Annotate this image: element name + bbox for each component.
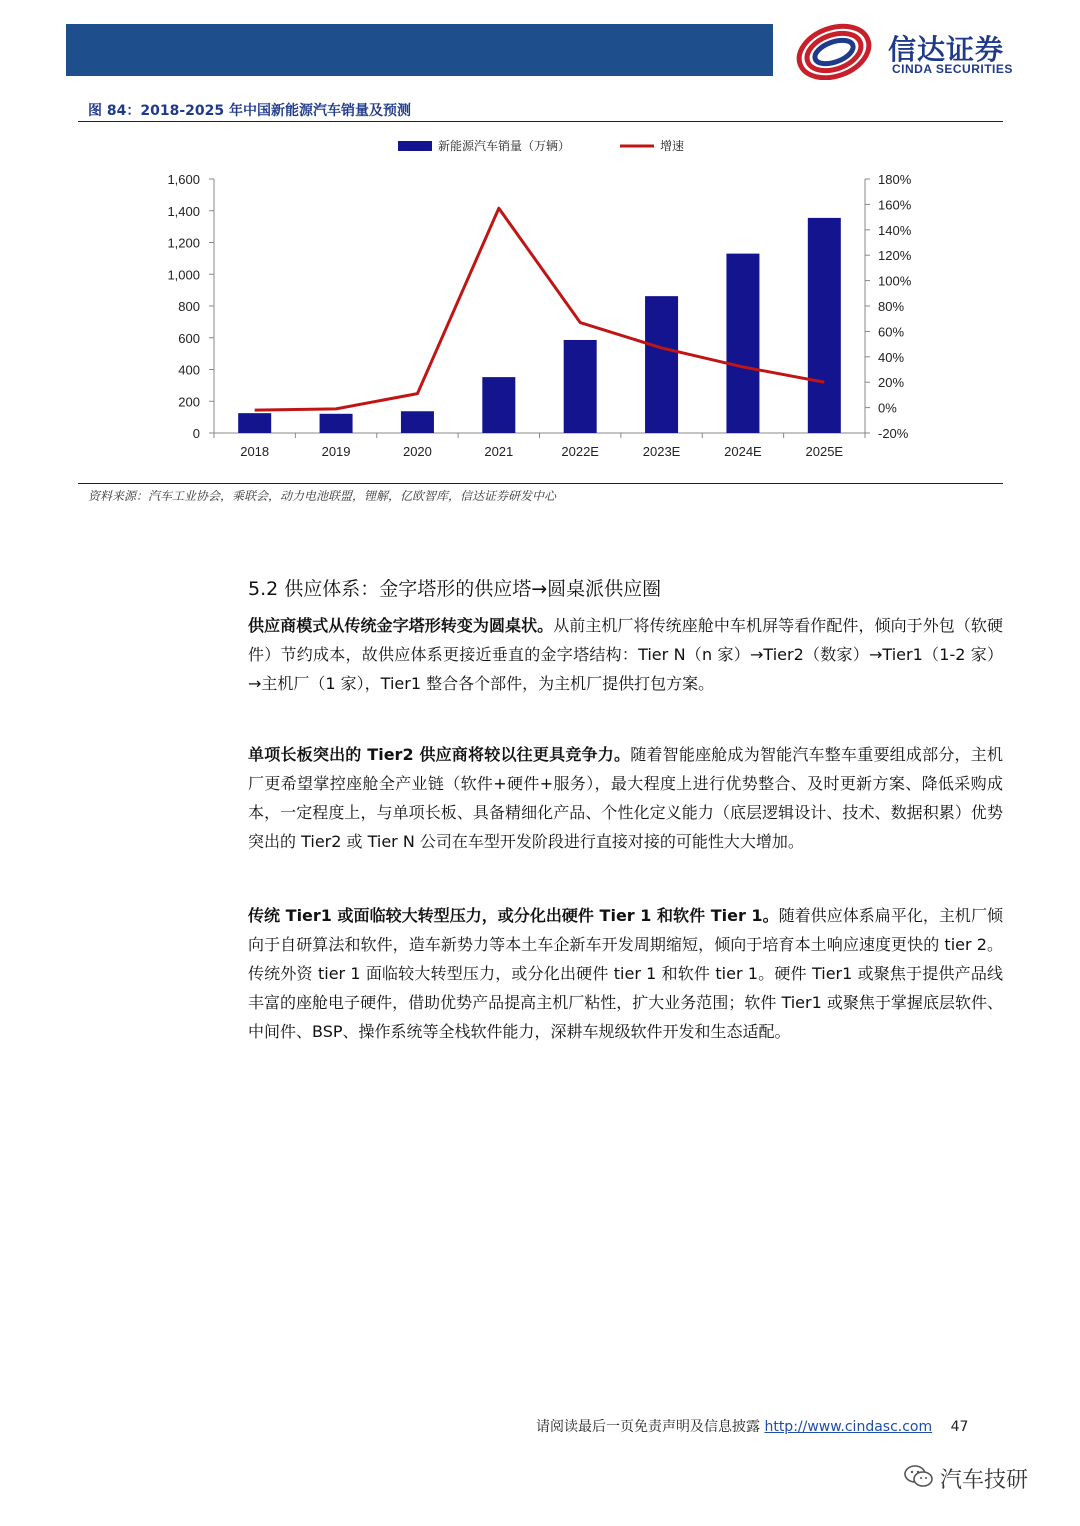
paragraph-3 xyxy=(248,901,1003,1046)
y-left-tick-label: 400 xyxy=(178,362,200,378)
bar-2021 xyxy=(482,377,515,433)
x-tick-label: 2020 xyxy=(402,444,432,459)
figure-source: 资料来源：汽车工业协会，乘联会，动力电池联盟，锂解，亿欧智库，信达证券研发中心 xyxy=(88,489,557,503)
title-rule xyxy=(78,121,1003,122)
y-left-tick-label: 1,400 xyxy=(167,203,200,219)
y-right-tick-label: 160% xyxy=(878,197,912,213)
y-left-tick-label: 200 xyxy=(178,394,200,410)
paragraph-1 xyxy=(248,611,1003,698)
y-left-tick-label: 1,600 xyxy=(167,172,200,187)
watermark-text: 汽车技研 xyxy=(940,1468,1029,1493)
footer xyxy=(536,1416,968,1436)
page-number: 47 xyxy=(950,1419,969,1435)
y-right-tick-label: 0% xyxy=(878,400,897,416)
bar-2024E xyxy=(726,254,759,433)
paragraph-2-body: 随着智能座舱成为智能汽车整车重要组成部分，主机厂更希望掌控座舱全产业链（软件+硬件+服务），最大程度上进行优势整合、及时更新方案、降低采购成本，一定程度上，与单项长板、具备精细化产品、个性化定义能力（底层逻辑设计、技术、数据积累）优势突出的 Tier2 或 Tier N 公司在车型开发阶段进行直接对接的可能性大大增加。 xyxy=(248,745,1003,851)
y-right-tick-label: -20% xyxy=(878,426,909,441)
y-left-tick-label: 0 xyxy=(192,426,200,441)
y-right-tick-label: 40% xyxy=(878,349,905,365)
x-tick-label: 2019 xyxy=(321,444,351,459)
bar-2023E xyxy=(645,296,678,433)
x-tick-label: 2024E xyxy=(724,444,762,459)
footer-disclaimer: 请阅读最后一页免责声明及信息披露 xyxy=(536,1419,760,1435)
y-left-tick-label: 1,200 xyxy=(167,235,200,251)
bar-2025E xyxy=(808,218,841,433)
y-right-tick-label: 180% xyxy=(878,172,912,187)
figure-title: 图 84：2018-2025 年中国新能源汽车销量及预测 xyxy=(88,103,411,119)
x-tick-label: 2018 xyxy=(240,444,270,459)
logo-cn: 信达证券 xyxy=(888,33,1005,66)
section-title: 5.2 供应体系：金字塔形的供应塔→圆桌派供应圈 xyxy=(248,578,662,600)
paragraph-2 xyxy=(248,740,1003,856)
y-left-tick-label: 600 xyxy=(178,330,200,346)
legend-bar-swatch xyxy=(398,141,432,151)
source-rule xyxy=(78,483,1003,484)
paragraph-3-body: 随着供应体系扁平化，主机厂倾向于自研算法和软件，造车新势力等本土车企新车开发周期缩短，倾向于培育本土响应速度更快的 tier 2。传统外资 tier 1 面临较大转型压力，或分化出硬件 tier 1 和软件 tier 1。硬件 Tier1 或聚焦于提供产品线丰富的座舱电子硬件，借助优势产品提高主机厂粘性，扩大业务范围；软件 Tier1 或聚焦于掌握底层软件、中间件、BSP、操作系统等全栈软件能力，深耕车规级软件开发和生态适配。 xyxy=(248,906,1003,1041)
y-right-tick-label: 80% xyxy=(878,299,905,314)
y-right-tick-label: 120% xyxy=(878,248,912,264)
logo-en: CINDA SECURITIES xyxy=(892,62,1013,76)
legend-line-label: 增速 xyxy=(660,139,685,153)
bar-2022E xyxy=(564,340,597,433)
y-left-tick-label: 1,000 xyxy=(167,267,200,283)
x-tick-label: 2021 xyxy=(484,444,514,459)
x-tick-label: 2022E xyxy=(561,444,599,459)
y-right-tick-label: 20% xyxy=(878,375,905,391)
sales-chart xyxy=(80,128,1000,478)
paragraph-1-lead: 供应商模式从传统金字塔形转变为圆桌状。 xyxy=(248,616,554,635)
y-left-tick-label: 800 xyxy=(178,299,200,314)
header-bar xyxy=(66,24,773,76)
y-right-tick-label: 60% xyxy=(878,324,905,340)
y-right-tick-label: 100% xyxy=(878,273,912,289)
bar-2020 xyxy=(401,411,434,433)
paragraph-1-body: 从前主机厂将传统座舱中车机屏等看作配件，倾向于外包（软硬件）节约成本，故供应体系更接近垂直的金字塔结构：Tier N（n 家）→Tier2（数家）→Tier1（1-2 家）→主机厂（1 家），Tier1 整合各个部件，为主机厂提供打包方案。 xyxy=(248,616,1003,693)
legend-bar-label: 新能源汽车销量（万辆） xyxy=(438,139,571,153)
x-tick-label: 2025E xyxy=(805,444,844,459)
paragraph-3-lead: 传统 Tier1 或面临较大转型压力，或分化出硬件 Tier 1 和软件 Tier 1。 xyxy=(248,906,779,925)
wechat-icon xyxy=(904,1464,934,1490)
x-tick-label: 2023E xyxy=(642,444,681,459)
bar-2018 xyxy=(238,413,271,433)
y-right-tick-label: 140% xyxy=(878,222,912,238)
bar-2019 xyxy=(320,414,353,433)
paragraph-2-lead: 单项长板突出的 Tier2 供应商将较以往更具竞争力。 xyxy=(248,745,631,764)
footer-url-link[interactable]: http://www.cindasc.com xyxy=(764,1419,933,1435)
